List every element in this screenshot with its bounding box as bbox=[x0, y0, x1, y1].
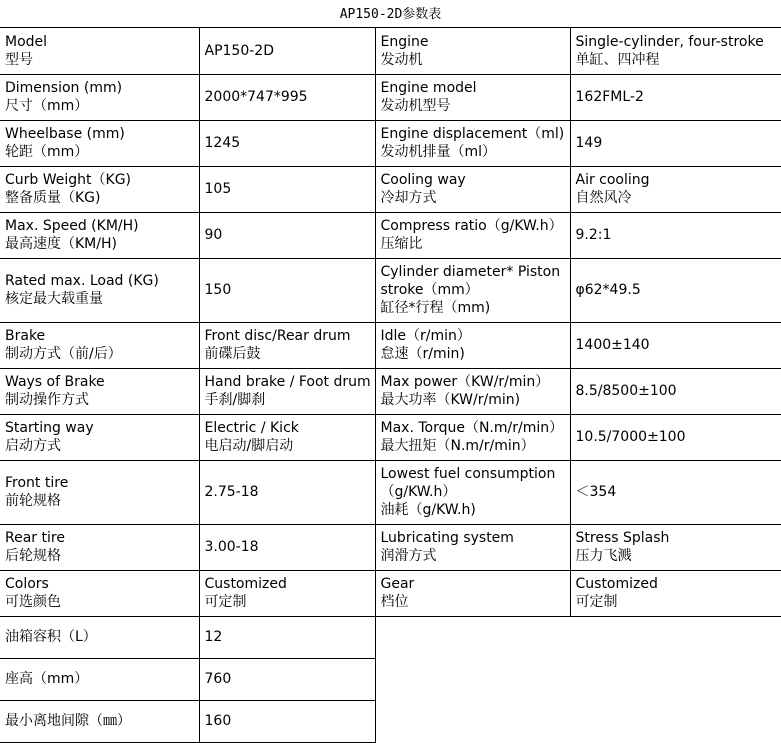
cell-text: 760 bbox=[204, 671, 232, 687]
cell-line: Brake bbox=[5, 328, 46, 344]
cell-line: 前轮规格 bbox=[5, 493, 61, 509]
cell-line: 最大扭矩（N.m/r/min） bbox=[380, 438, 535, 454]
cell-line: 可定制 bbox=[575, 594, 618, 610]
engine-value-cell bbox=[570, 414, 781, 460]
spec-value-cell bbox=[199, 322, 375, 368]
cell-line: 冷却方式 bbox=[380, 190, 437, 206]
cell-line: 最大功率（KW/r/min) bbox=[380, 392, 521, 408]
table-row bbox=[0, 212, 781, 258]
table-row bbox=[0, 28, 781, 74]
engine-label-cell bbox=[375, 570, 570, 616]
engine-label-cell bbox=[375, 368, 570, 414]
cell-line: Wheelbase (mm) bbox=[5, 126, 125, 142]
spec-label-cell bbox=[0, 258, 199, 322]
cell-line: 最高速度（KM/H) bbox=[5, 236, 117, 252]
spec-value-cell bbox=[199, 258, 375, 322]
table-row bbox=[0, 460, 781, 524]
cell-line: Rear tire bbox=[5, 530, 65, 546]
cell-text: 座高（mm） bbox=[5, 671, 89, 687]
cell-line: （g/KW.h） bbox=[380, 484, 457, 500]
engine-label-cell bbox=[375, 414, 570, 460]
cell-line: 整备质量（KG) bbox=[5, 190, 101, 206]
cell-line: Cylinder diameter* Piston bbox=[380, 264, 561, 280]
cell-line: 8.5/8500±100 bbox=[575, 383, 677, 399]
cell-line: Customized bbox=[204, 576, 287, 592]
cell-line: Lowest fuel consumption bbox=[380, 466, 556, 482]
cell-line: Rated max. Load (KG) bbox=[5, 273, 159, 289]
spec-label-cell bbox=[0, 570, 199, 616]
cell-line: Idle（r/min） bbox=[380, 328, 471, 344]
spec-value-cell bbox=[199, 616, 375, 658]
engine-value-cell bbox=[570, 258, 781, 322]
empty-cell bbox=[375, 700, 570, 742]
engine-value-cell bbox=[570, 28, 781, 74]
cell-line: 尺寸（mm） bbox=[5, 98, 89, 114]
cell-text: 2.75-18 bbox=[204, 484, 259, 500]
cell-text: 3.00-18 bbox=[204, 539, 259, 555]
empty-cell bbox=[375, 616, 570, 658]
engine-label-cell bbox=[375, 166, 570, 212]
spec-value-cell bbox=[199, 658, 375, 700]
table-row bbox=[0, 570, 781, 616]
cell-line: 发动机 bbox=[380, 51, 423, 68]
cell-line: Engine bbox=[380, 33, 429, 50]
cell-line: 制动操作方式 bbox=[5, 392, 89, 408]
cell-text: 油箱容积（L） bbox=[5, 629, 97, 645]
empty-cell bbox=[570, 616, 781, 658]
cell-line: Max. Speed (KM/H) bbox=[5, 218, 139, 234]
cell-line: 10.5/7000±100 bbox=[575, 429, 686, 445]
cell-line: 压力飞溅 bbox=[575, 548, 632, 564]
engine-label-cell bbox=[375, 258, 570, 322]
cell-line: Hand brake / Foot drum bbox=[204, 374, 371, 390]
cell-line: Front disc/Rear drum bbox=[204, 328, 351, 344]
cell-line: Compress ratio（g/KW.h） bbox=[380, 218, 563, 234]
cell-line: Electric / Kick bbox=[204, 420, 299, 436]
cell-text: 1245 bbox=[204, 135, 241, 151]
spec-label-cell bbox=[0, 322, 199, 368]
cell-line: 手刹/脚刹 bbox=[204, 392, 266, 408]
cell-line: Front tire bbox=[5, 475, 69, 491]
engine-value-cell bbox=[570, 570, 781, 616]
spec-value-cell bbox=[199, 524, 375, 570]
table-row bbox=[0, 700, 781, 742]
spec-value-cell bbox=[199, 570, 375, 616]
table-row bbox=[0, 74, 781, 120]
engine-label-cell bbox=[375, 74, 570, 120]
spec-value-cell bbox=[199, 414, 375, 460]
cell-line: 可选颜色 bbox=[5, 594, 61, 610]
spec-label-cell bbox=[0, 28, 199, 74]
cell-line: Single-cylinder, four-stroke bbox=[575, 33, 764, 50]
cell-line: Starting way bbox=[5, 420, 94, 436]
cell-text: 150 bbox=[204, 282, 232, 298]
engine-value-cell bbox=[570, 368, 781, 414]
cell-line: Lubricating system bbox=[380, 530, 514, 546]
engine-label-cell bbox=[375, 460, 570, 524]
cell-line: 启动方式 bbox=[5, 438, 61, 454]
cell-line: Model bbox=[5, 33, 48, 50]
spec-label-cell bbox=[0, 524, 199, 570]
cell-line: 149 bbox=[575, 135, 603, 151]
cell-line: 油耗（g/KW.h) bbox=[380, 502, 476, 518]
spec-value-cell bbox=[199, 368, 375, 414]
cell-line: Colors bbox=[5, 576, 49, 592]
engine-value-cell bbox=[570, 120, 781, 166]
cell-line: 制动方式（前/后） bbox=[5, 346, 122, 362]
spec-label-cell bbox=[0, 120, 199, 166]
cell-line: 档位 bbox=[380, 594, 409, 610]
cell-line: Customized bbox=[575, 576, 658, 592]
cell-text: AP150-2D bbox=[204, 42, 274, 59]
spec-value-cell bbox=[199, 212, 375, 258]
spec-label-cell bbox=[0, 368, 199, 414]
engine-value-cell bbox=[570, 212, 781, 258]
cell-line: Gear bbox=[380, 576, 415, 592]
engine-value-cell bbox=[570, 460, 781, 524]
table-row bbox=[0, 368, 781, 414]
spec-value-cell bbox=[199, 28, 375, 74]
spec-label-cell bbox=[0, 74, 199, 120]
spec-label-cell bbox=[0, 212, 199, 258]
cell-line: 发动机型号 bbox=[380, 98, 451, 114]
cell-line: Stress Splash bbox=[575, 530, 670, 546]
cell-text: 160 bbox=[204, 713, 232, 729]
spec-label-cell bbox=[0, 700, 199, 742]
empty-cell bbox=[570, 658, 781, 700]
spec-label-cell bbox=[0, 414, 199, 460]
cell-line: 轮距（mm） bbox=[5, 144, 89, 160]
spec-label-cell bbox=[0, 460, 199, 524]
engine-label-cell bbox=[375, 120, 570, 166]
engine-value-cell bbox=[570, 74, 781, 120]
cell-line: 核定最大载重量 bbox=[5, 291, 103, 307]
empty-cell bbox=[570, 700, 781, 742]
cell-line: 自然风冷 bbox=[575, 190, 632, 206]
table-row bbox=[0, 322, 781, 368]
cell-line: 缸径*行程（mm) bbox=[380, 300, 491, 316]
cell-line: 1400±140 bbox=[575, 337, 650, 353]
cell-text: 105 bbox=[204, 181, 232, 197]
engine-label-cell bbox=[375, 28, 570, 74]
cell-line: stroke（mm） bbox=[380, 282, 479, 298]
spec-value-cell bbox=[199, 120, 375, 166]
cell-text: 12 bbox=[204, 629, 223, 645]
table-row bbox=[0, 166, 781, 212]
cell-line: Air cooling bbox=[575, 172, 650, 188]
spec-table bbox=[0, 28, 781, 743]
spec-value-cell bbox=[199, 166, 375, 212]
table-row bbox=[0, 258, 781, 322]
cell-line: Dimension (mm) bbox=[5, 80, 123, 96]
engine-label-cell bbox=[375, 322, 570, 368]
spec-label-cell bbox=[0, 166, 199, 212]
cell-line: φ62*49.5 bbox=[575, 282, 641, 298]
spec-label-cell bbox=[0, 616, 199, 658]
spec-value-cell bbox=[199, 74, 375, 120]
table-row bbox=[0, 414, 781, 460]
sheet-title: AP150-2D参数表 bbox=[0, 0, 781, 28]
cell-line: 9.2:1 bbox=[575, 227, 612, 243]
cell-line: 怠速（r/min) bbox=[380, 346, 465, 362]
engine-label-cell bbox=[375, 524, 570, 570]
cell-line: Cooling way bbox=[380, 172, 466, 188]
cell-line: Engine model bbox=[380, 80, 477, 96]
cell-line: 电启动/脚启动 bbox=[204, 438, 294, 454]
cell-line: Ways of Brake bbox=[5, 374, 105, 390]
cell-line: 型号 bbox=[5, 51, 33, 68]
engine-label-cell bbox=[375, 212, 570, 258]
cell-line: Engine displacement（ml) bbox=[380, 126, 565, 142]
cell-line: Max power（KW/r/min） bbox=[380, 374, 550, 390]
engine-value-cell bbox=[570, 322, 781, 368]
spec-value-cell bbox=[199, 700, 375, 742]
cell-line: 后轮规格 bbox=[5, 548, 61, 564]
cell-line: 压缩比 bbox=[380, 236, 423, 252]
cell-line: 润滑方式 bbox=[380, 548, 437, 564]
engine-value-cell bbox=[570, 524, 781, 570]
table-row bbox=[0, 120, 781, 166]
cell-line: Max. Torque（N.m/r/min） bbox=[380, 420, 564, 436]
cell-line: 可定制 bbox=[204, 594, 247, 610]
cell-line: 发动机排量（ml） bbox=[380, 144, 497, 160]
cell-line: ＜354 bbox=[575, 484, 617, 500]
cell-line: 前碟后鼓 bbox=[204, 346, 261, 362]
engine-value-cell bbox=[570, 166, 781, 212]
spec-label-cell bbox=[0, 658, 199, 700]
cell-line: 162FML-2 bbox=[575, 89, 644, 105]
cell-text: 90 bbox=[204, 227, 223, 243]
spec-value-cell bbox=[199, 460, 375, 524]
cell-text: 2000*747*995 bbox=[204, 89, 308, 105]
table-row bbox=[0, 616, 781, 658]
empty-cell bbox=[375, 658, 570, 700]
cell-line: Curb Weight（KG) bbox=[5, 172, 132, 188]
cell-line: 单缸、四冲程 bbox=[575, 51, 660, 68]
table-row bbox=[0, 524, 781, 570]
table-row bbox=[0, 658, 781, 700]
cell-text: 最小离地间隙（㎜） bbox=[5, 713, 131, 729]
